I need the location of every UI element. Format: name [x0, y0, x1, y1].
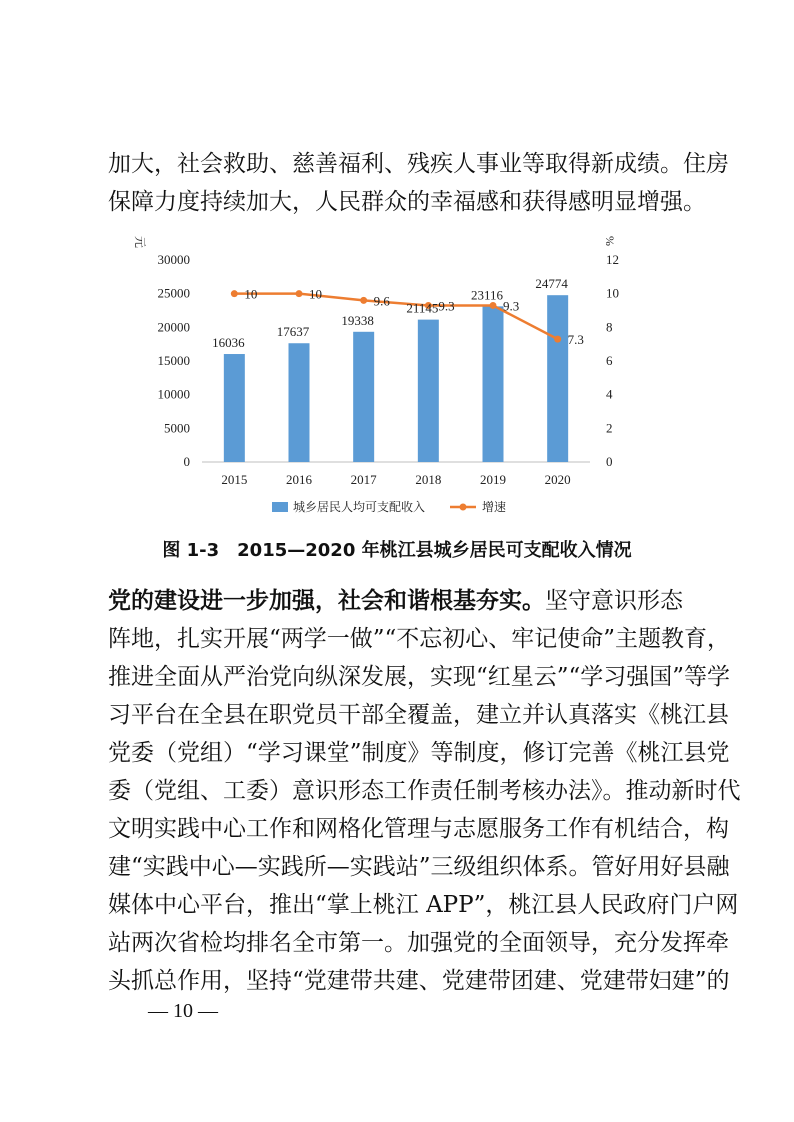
right-axis-unit: % — [603, 236, 617, 246]
paragraph-line: 委（党组、工委）意识形态工作责任制考核办法》。推动新时代 — [108, 778, 741, 804]
bar-2018 — [418, 320, 439, 462]
left-axis-unit: 元 — [133, 236, 147, 249]
left-tick-label: 30000 — [157, 252, 190, 267]
bar-data-label: 17637 — [276, 324, 310, 340]
x-tick-label: 2019 — [480, 472, 506, 487]
caption-text: 2015—2020 年桃江县城乡居民可支配收入情况 — [237, 540, 632, 561]
paragraph-line: 阵地，扎实开展“两学一做”“不忘初心、牢记使命”主题教育， — [108, 626, 731, 652]
bar-data-label: 19338 — [341, 312, 374, 328]
paragraph-line: 加大，社会救助、慈善福利、残疾人事业等取得新成绩。住房 — [108, 151, 729, 177]
growth-data-label: 10 — [244, 286, 258, 302]
bar-data-label: 24774 — [535, 276, 568, 292]
right-tick-label: 4 — [606, 386, 613, 402]
paragraph-line: 建“实践中心—实践所—实践站”三级组织体系。管好用好县融 — [108, 854, 730, 880]
bar-2015 — [224, 354, 245, 462]
left-tick-label: 5000 — [164, 420, 190, 436]
x-tick-label: 2017 — [350, 472, 377, 487]
bar-data-label: 21145 — [406, 300, 439, 316]
right-tick-label: 8 — [606, 319, 613, 335]
legend-bar-swatch — [272, 502, 288, 512]
bar-data-label: 23116 — [470, 287, 504, 303]
bar-data-label: 16036 — [212, 335, 245, 351]
bar-2020 — [547, 295, 568, 462]
growth-data-label: 10 — [309, 286, 322, 302]
growth-point-2015 — [231, 290, 238, 297]
right-tick-label: 10 — [606, 285, 619, 301]
paragraph-line: 文明实践中心工作和网格化管理与志愿服务工作有机结合，构 — [108, 816, 729, 842]
income-chart — [122, 222, 622, 527]
top-paragraph — [108, 145, 729, 221]
paragraph-line: 保障力度持续加大，人民群众的幸福感和获得感明显增强。 — [108, 189, 706, 215]
figure-caption — [0, 536, 794, 562]
growth-point-2016 — [296, 290, 303, 297]
growth-data-label: 7.3 — [567, 332, 584, 348]
right-tick-label: 12 — [606, 252, 619, 267]
legend-line-label: 增速 — [482, 500, 507, 514]
x-tick-label: 2016 — [286, 472, 312, 487]
growth-point-2017 — [360, 297, 367, 304]
legend-line-marker — [460, 504, 467, 511]
left-tick-label: 25000 — [157, 285, 190, 301]
growth-data-label: 9.3 — [503, 298, 520, 314]
legend-bar-label: 城乡居民人均可支配收入 — [293, 500, 426, 514]
left-tick-label: 10000 — [157, 386, 190, 402]
left-tick-label: 20000 — [157, 319, 190, 335]
paragraph-line: 推进全面从严治党向纵深发展，实现“红星云”“学习强国”等学 — [108, 664, 731, 690]
page-number: — 10 — — [148, 1000, 218, 1022]
x-tick-label: 2015 — [221, 472, 248, 487]
right-tick-label: 0 — [606, 454, 613, 469]
paragraph-first-line — [108, 582, 688, 620]
x-tick-label: 2020 — [544, 472, 571, 487]
paragraph-line: 站两次省检均排名全市第一。加强党的全面领导，充分发挥牵 — [108, 930, 729, 956]
paragraph-line: 头抓总作用，坚持“党建带共建、党建带团建、党建带妇建”的 — [108, 968, 730, 994]
paragraph-line: 媒体中心平台，推出“掌上桃江 APP”，桃江县人民政府门户网 — [108, 892, 739, 918]
bar-2019 — [483, 306, 504, 462]
paragraph-first-line-rest: 坚守意识形态 — [545, 588, 683, 614]
growth-data-label: 9.3 — [438, 298, 455, 314]
paragraph-line: 党委（党组）“学习课堂”制度》等制度，修订完善《桃江县党 — [108, 740, 730, 766]
chart-svg — [122, 222, 622, 527]
growth-point-2019 — [490, 302, 497, 309]
left-tick-label: 0 — [183, 454, 190, 469]
second-paragraph — [108, 582, 741, 1000]
bar-2016 — [289, 343, 310, 462]
paragraph-line: 习平台在全县在职党员干部全覆盖，建立并认真落实《桃江县 — [108, 702, 729, 728]
caption-number: 图 1-3 — [162, 540, 220, 561]
bar-2017 — [353, 332, 374, 462]
growth-data-label: 9.6 — [373, 293, 390, 309]
paragraph-lead: 党的建设进一步加强，社会和谐根基夯实。 — [108, 587, 545, 614]
left-tick-label: 15000 — [157, 353, 190, 368]
x-tick-label: 2018 — [415, 472, 442, 487]
growth-point-2020 — [554, 336, 561, 343]
right-tick-label: 2 — [606, 420, 613, 436]
right-tick-label: 6 — [606, 353, 613, 368]
